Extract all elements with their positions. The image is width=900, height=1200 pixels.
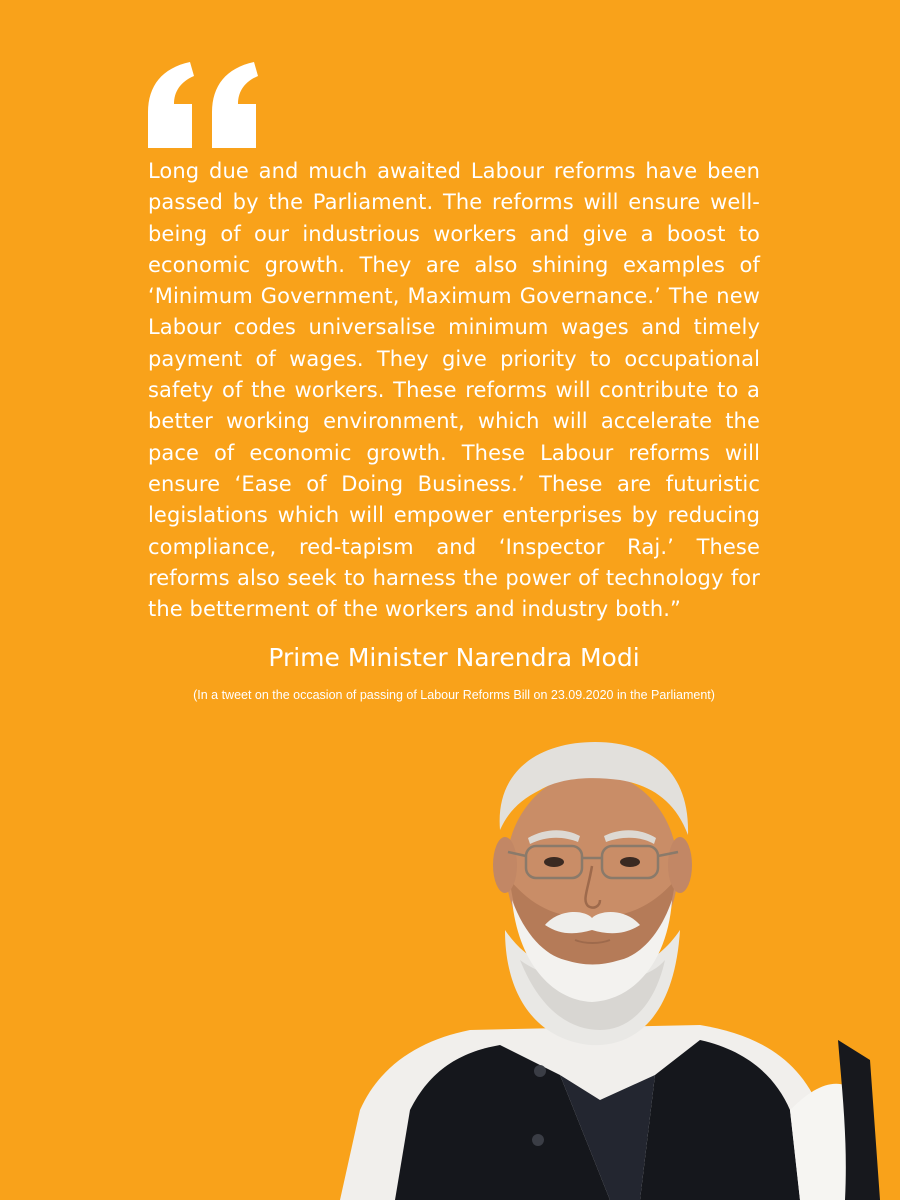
open-quote-icon [146, 60, 266, 150]
author-name: Prime Minister Narendra Modi [268, 643, 640, 672]
quote-text: Long due and much awaited Labour reforms have been passed by the Parliament. The reforms will ensure well-being of our industrious workers and give a boost to economic growth. They are also shining examples of ‘Minimum Government, Maximum Governance.’ The new Labour codes universalise minimum wages and timely payment of wages. They give priority to occupational safety of the workers. These reforms will contribute to a better working environment, which will accelerate the pace of economic growth. These Labour reforms will ensure ‘Ease of Doing Business.’ These are futuristic legislations which will empower enterprises by reducing compliance, red-tapism and ‘Inspector Raj.’ These reforms also seek to harness the power of technology for the betterment of the workers and industry both.” [148, 159, 760, 622]
quote-caption: (In a tweet on the occasion of passing of Labour Reforms Bill on 23.09.2020 in the Parliament) [193, 688, 715, 702]
